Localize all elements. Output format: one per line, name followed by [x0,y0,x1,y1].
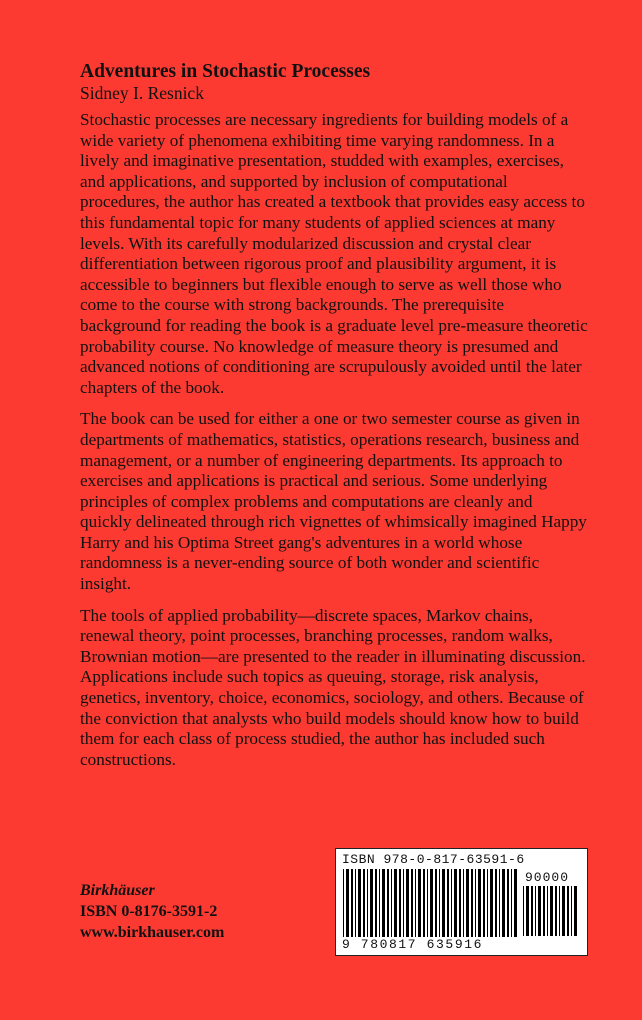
barcode-bar [379,869,380,937]
barcode-bar [567,886,569,936]
book-author: Sidney I. Resnick [80,83,204,103]
barcode-bar [403,869,404,937]
barcode-bar [538,886,541,936]
barcode-isbn-label: ISBN 978-0-817-63591-6 [342,852,525,867]
barcode-bar [571,886,572,936]
barcode-bar [399,869,401,937]
barcode-bar [511,869,512,937]
barcode-bar [427,869,428,937]
barcode-bar [550,886,553,936]
barcode-bar [535,886,536,936]
barcode-bar [487,869,488,937]
barcode-bar [394,869,397,937]
publisher-block [80,880,224,943]
barcode-bar [531,886,533,936]
barcode-bar [355,869,356,937]
barcode-bar [375,869,377,937]
barcode-bar [451,869,452,937]
barcode-bar [387,869,389,937]
barcode-bar [559,886,560,936]
barcode-bar [507,869,509,937]
barcode-bar [406,869,409,937]
barcode-bar [430,869,433,937]
barcode-price-code: 90000 [525,870,570,885]
barcode-bar [447,869,449,937]
barcode-bar [466,869,469,937]
publisher-url: www.birkhauser.com [80,924,225,941]
barcode-bar [367,869,368,937]
book-title: Adventures in Stochastic Processes [80,61,371,82]
barcode-bar [411,869,413,937]
barcode-bar [346,869,349,937]
barcode-bar [543,886,545,936]
barcode-bar [499,869,500,937]
publisher-name: Birkhäuser [80,882,155,899]
barcode-bar [523,886,524,936]
barcode-bar [454,869,457,937]
barcode-bar [547,886,548,936]
ean-barcode-bars [342,869,518,937]
barcode-bar [435,869,437,937]
barcode-bar [490,869,493,937]
barcode-bar [471,869,473,937]
description-paragraph-2: The book can be used for either a one or two semester course as given in departments of mathematics, statistics, operations research, business and management, or a number of engineering departments. Its approach to exercises and applications is practical and serious. Some underlying principles of complex problems and computations are cleanly and quickly delineated through rich vignettes of whimsically imagined Happy Harry and his Optima Street gang's adventures in a world whose randomness is a never-ending source of both wonder and scientific insight. [80,409,587,594]
barcode-bar [382,869,385,937]
price-barcode-bars [522,886,580,936]
barcode-bar [514,869,517,937]
barcode-bar [526,886,529,936]
barcode-bar [343,869,344,937]
barcode-bar [415,869,416,937]
publisher-isbn: ISBN 0-8176-3591-2 [80,903,218,920]
barcode-bar [483,869,485,937]
barcode-bar [351,869,353,937]
description [80,110,588,781]
barcode-bar [370,869,373,937]
description-paragraph-1: Stochastic processes are necessary ingredients for building models of a wide variety of phenomena exhibiting time varying randomness. In a lively and imaginative presentation, studded with examples, exercises, and applications, and supported by inclusion of computational procedures, the author has created a textbook that provides easy access to this fundamental topic for many students of applied sciences at many levels. With its carefully modularized discussion and crystal clear differentiation between rigorous proof and plausibility argument, it is accessible to beginners but flexible enough to serve as well those who come to the course with strong backgrounds. The prerequisite background for reading the book is a graduate level pre-measure theoretic probability course. No knowledge of measure theory is presumed and advanced notions of conditioning are scrupulously avoided until the later chapters of the book. [80,110,588,397]
barcode-bar [562,886,565,936]
barcode-bar [418,869,421,937]
barcode-digits: 9 780817 635916 [342,937,484,952]
barcode-bar [423,869,425,937]
barcode-bar [358,869,361,937]
barcode-bar [463,869,464,937]
description-paragraph-3: The tools of applied probability—discrete spaces, Markov chains, renewal theory, point processes, branching processes, random walks, Brownian motion—are presented to the reader in illuminating discussion. Applications include such topics as queuing, storage, risk analysis, genetics, inventory, choice, economics, sociology, and others. Because of the conviction that analysts who build models should know how to build them for each class of process studied, the author has included such constructions. [80,605,586,769]
barcode-bar [475,869,476,937]
barcode-bar [459,869,461,937]
barcode-bar [442,869,445,937]
barcode-bar [574,886,577,936]
barcode-bar [502,869,505,937]
barcode-bar [495,869,497,937]
barcode-bar [555,886,557,936]
barcode-bar [439,869,440,937]
barcode-bar [363,869,365,937]
barcode-bar [478,869,481,937]
barcode [335,848,588,956]
barcode-bar [391,869,392,937]
